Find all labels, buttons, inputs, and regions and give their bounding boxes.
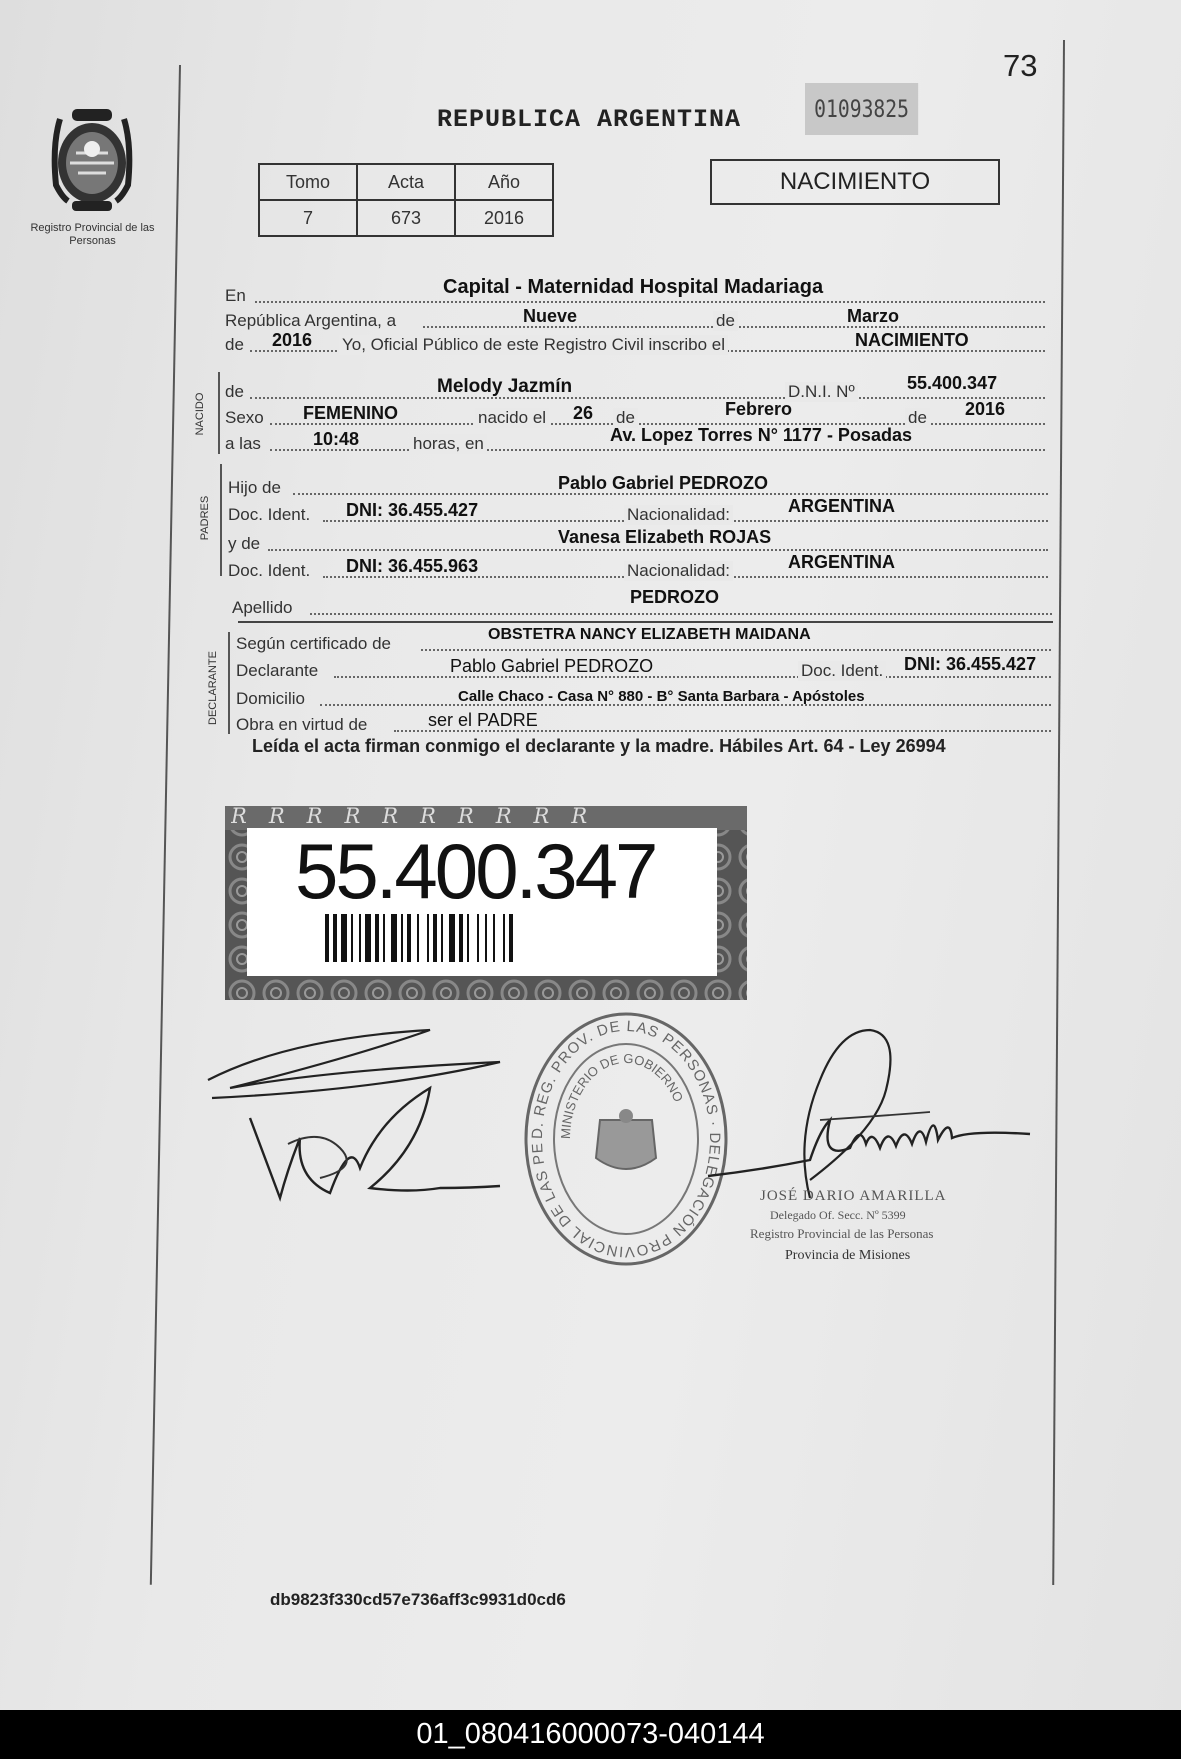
label-nacido-el: nacido el bbox=[475, 408, 549, 428]
barcode-bar bbox=[407, 914, 411, 962]
barcode-bar bbox=[427, 914, 429, 962]
label-doc-ident-father: Doc. Ident. bbox=[228, 505, 311, 524]
label-de-name: de bbox=[225, 382, 244, 401]
reference-table bbox=[258, 163, 554, 237]
label-domicilio: Domicilio bbox=[236, 689, 305, 708]
label-de-year: de bbox=[225, 335, 244, 354]
acta-header: Acta bbox=[357, 164, 455, 200]
legal-statement: Leída el acta firman conmigo el declarante y la madre. Hábiles Art. 64 - Ley 26994 bbox=[252, 736, 946, 756]
barcode-bar bbox=[493, 914, 495, 962]
official-signature bbox=[700, 1020, 1050, 1200]
anio-value: 2016 bbox=[455, 200, 553, 236]
official-title-1: Delegado Of. Secc. Nº 5399 bbox=[770, 1208, 906, 1222]
seal-outer-text: D. REG. PROV. DE LAS PERSONAS · DELEGACIÓN PROVINCIAL DE LAS PE bbox=[528, 1017, 724, 1261]
label-de: de bbox=[713, 311, 738, 331]
declarante-bracket bbox=[228, 632, 230, 734]
barcode-bar bbox=[391, 914, 397, 962]
row-father-doc bbox=[228, 497, 1048, 527]
barcode-bar bbox=[509, 914, 513, 962]
nacido-bracket bbox=[218, 372, 220, 454]
sticker-letter: R bbox=[231, 804, 269, 828]
value-reg-year: 2016 bbox=[272, 330, 313, 350]
barcode-bar bbox=[433, 914, 437, 962]
sticker-letters: RRRRRRRRRR bbox=[231, 804, 610, 828]
label-declarante: Declarante bbox=[236, 661, 319, 680]
label-y-de: y de bbox=[228, 534, 261, 553]
barcode-bar bbox=[467, 914, 469, 962]
barcode-bar bbox=[485, 914, 487, 962]
value-birth-day: 26 bbox=[573, 403, 594, 423]
row-declarant bbox=[236, 653, 1051, 683]
side-label-nacido: NACIDO bbox=[194, 392, 206, 436]
file-code: 01_080416000073-040144 bbox=[416, 1718, 765, 1750]
label-obra-en-virtud: Obra en virtud de bbox=[236, 715, 368, 734]
label-yo: Yo, Oficial Público de este Registro Civil inscribo el bbox=[339, 335, 728, 355]
barcode-bar bbox=[449, 914, 455, 962]
value-declarant: Pablo Gabriel PEDROZO bbox=[450, 656, 654, 676]
serial-number: 01093825 bbox=[805, 83, 918, 135]
barcode-bar bbox=[359, 914, 361, 962]
value-birth-place: Av. Lopez Torres N° 1177 - Posadas bbox=[610, 425, 912, 445]
value-father-nationality: ARGENTINA bbox=[788, 496, 895, 516]
declarant-signature bbox=[200, 1018, 540, 1228]
file-code-bar bbox=[0, 1710, 1181, 1759]
value-reg-day: Nueve bbox=[523, 306, 578, 326]
barcode-bar bbox=[459, 914, 463, 962]
value-name: Melody Jazmín bbox=[437, 376, 573, 397]
tomo-value: 7 bbox=[259, 200, 357, 236]
label-apellido: Apellido bbox=[232, 598, 293, 617]
value-by-virtue: ser el PADRE bbox=[428, 710, 538, 730]
padres-bracket bbox=[220, 464, 222, 576]
row-father bbox=[228, 470, 1048, 500]
barcode-bar bbox=[351, 914, 353, 962]
value-dni: 55.400.347 bbox=[907, 373, 998, 393]
sticker-number: 55.400.347 bbox=[295, 827, 656, 915]
left-margin-line bbox=[150, 65, 181, 1585]
barcode-bar bbox=[383, 914, 385, 962]
barcode-bar bbox=[375, 914, 379, 962]
value-birth-time: 10:48 bbox=[313, 429, 360, 449]
label-horas-en: horas, en bbox=[410, 434, 487, 454]
value-reg-month: Marzo bbox=[847, 306, 900, 326]
barcode-bar bbox=[333, 914, 337, 962]
id-sticker bbox=[225, 806, 747, 1000]
value-certificate: OBSTETRA NANCY ELIZABETH MAIDANA bbox=[488, 626, 811, 643]
value-record-type: NACIMIENTO bbox=[855, 330, 969, 350]
official-name: JOSÉ DARIO AMARILLA bbox=[760, 1188, 947, 1204]
value-declarant-doc: DNI: 36.455.427 bbox=[904, 654, 1037, 674]
registry-logo bbox=[42, 105, 142, 217]
label-hijo-de: Hijo de bbox=[228, 478, 281, 497]
row-certificate bbox=[236, 626, 1051, 656]
barcode-bar bbox=[365, 914, 371, 962]
label-en: En bbox=[225, 286, 246, 305]
value-mother-nationality: ARGENTINA bbox=[788, 552, 895, 572]
value-mother-doc: DNI: 36.455.963 bbox=[346, 556, 479, 576]
value-father-doc: DNI: 36.455.427 bbox=[346, 500, 479, 520]
label-segun-certificado: Según certificado de bbox=[236, 634, 391, 653]
value-sex: FEMENINO bbox=[303, 403, 399, 423]
row-mother bbox=[228, 526, 1048, 556]
section-divider bbox=[238, 621, 1053, 623]
row-time-place bbox=[225, 426, 1045, 456]
anio-header: Año bbox=[455, 164, 553, 200]
row-registration-year bbox=[225, 327, 1045, 357]
acta-value: 673 bbox=[357, 200, 455, 236]
label-de-birth-year: de bbox=[905, 408, 930, 428]
value-address: Calle Chaco - Casa N° 880 - B° Santa Barbara - Apóstoles bbox=[458, 688, 865, 705]
seal-inner-text: MINISTERIO DE GOBIERNO bbox=[557, 1050, 687, 1140]
right-margin-line bbox=[1052, 40, 1065, 1585]
logo-caption: Registro Provincial de las Personas bbox=[30, 222, 155, 247]
barcode-bar bbox=[401, 914, 403, 962]
value-birth-year: 2016 bbox=[965, 399, 1006, 419]
row-surname bbox=[232, 587, 1052, 620]
label-de-month: de bbox=[613, 408, 638, 428]
value-surname: PEDROZO bbox=[630, 587, 720, 607]
label-nacionalidad-mother: Nacionalidad: bbox=[624, 561, 733, 581]
value-mother: Vanesa Elizabeth ROJAS bbox=[558, 527, 772, 547]
document-title: REPUBLICA ARGENTINA bbox=[437, 105, 742, 134]
value-father: Pablo Gabriel PEDROZO bbox=[558, 473, 769, 493]
label-nacionalidad-father: Nacionalidad: bbox=[624, 505, 733, 525]
side-label-declarante: DECLARANTE bbox=[207, 651, 219, 725]
label-republica: República Argentina, a bbox=[225, 311, 397, 330]
barcode-bar bbox=[441, 914, 443, 962]
row-by-virtue bbox=[236, 707, 1051, 737]
barcode-bar bbox=[325, 914, 329, 962]
barcode-bar bbox=[503, 914, 505, 962]
side-label-padres: PADRES bbox=[199, 495, 211, 541]
label-sexo: Sexo bbox=[225, 408, 264, 427]
label-a-las: a las bbox=[225, 434, 261, 453]
label-dni: D.N.I. Nº bbox=[785, 382, 858, 402]
value-birth-month: Febrero bbox=[725, 399, 793, 419]
label-doc-ident-mother: Doc. Ident. bbox=[228, 561, 311, 580]
official-title-2: Registro Provincial de las Personas bbox=[750, 1226, 934, 1241]
barcode-bar bbox=[477, 914, 479, 962]
label-doc-ident-declarant: Doc. Ident. bbox=[798, 661, 886, 681]
tomo-header: Tomo bbox=[259, 164, 357, 200]
barcode-bar bbox=[341, 914, 347, 962]
record-type-box: NACIMIENTO bbox=[710, 159, 1000, 205]
value-place: Capital - Maternidad Hospital Madariaga bbox=[443, 276, 824, 298]
barcode-bar bbox=[417, 914, 419, 962]
official-title-3: Provincia de Misiones bbox=[785, 1248, 911, 1263]
document-hash: db9823f330cd57e736aff3c9931d0cd6 bbox=[270, 1590, 566, 1609]
page-number: 73 bbox=[1003, 48, 1038, 83]
row-mother-doc bbox=[228, 553, 1048, 583]
